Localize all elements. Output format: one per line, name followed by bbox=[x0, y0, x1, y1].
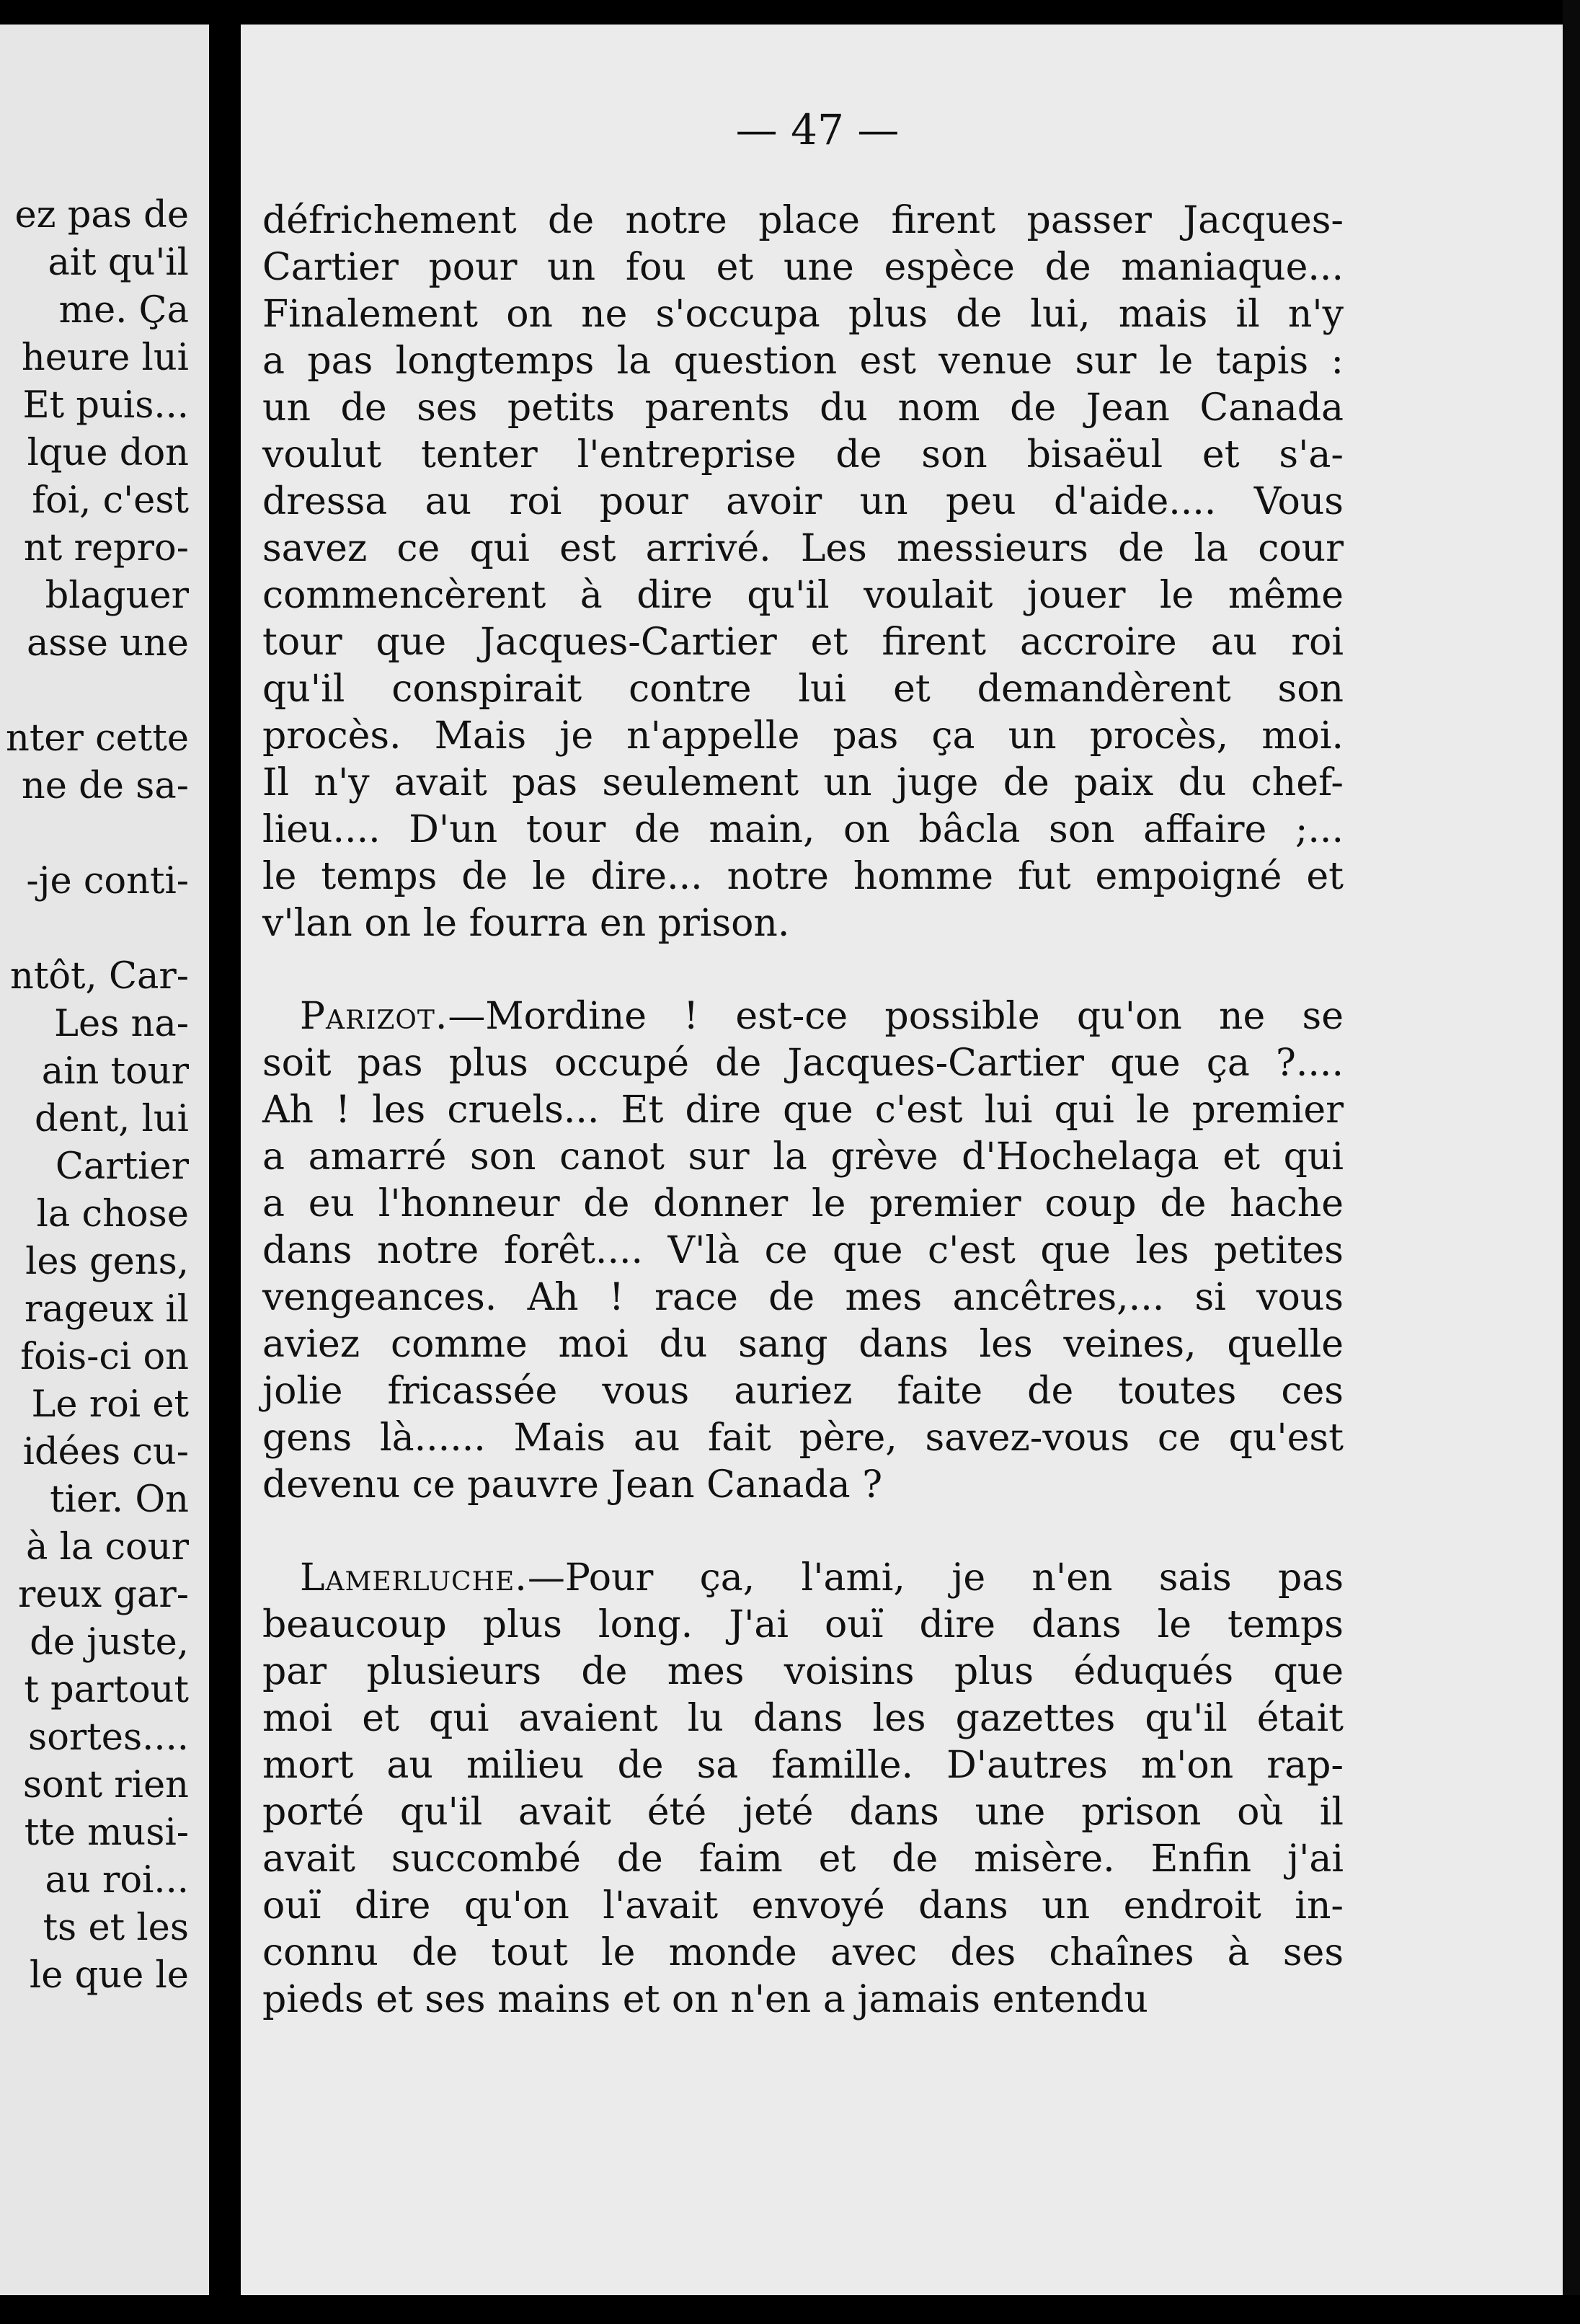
facing-page-line: lque don bbox=[27, 432, 189, 474]
facing-page-line: rageux il bbox=[24, 1288, 189, 1331]
text-line: pieds et ses mains et on n'en a jamais entendu bbox=[262, 1978, 1148, 2021]
facing-page-line: Et puis... bbox=[22, 384, 189, 427]
text-line: beaucoup plus long. J'ai ouï dire dans le temps bbox=[262, 1603, 1344, 1646]
facing-page-line: me. Ça bbox=[58, 289, 189, 332]
facing-page-line: reux gar- bbox=[17, 1574, 189, 1616]
page-body bbox=[262, 198, 1344, 2070]
facing-page-line: ain tour bbox=[41, 1050, 189, 1093]
text-line: tour que Jacques-Cartier et firent accroire au roi bbox=[262, 621, 1344, 664]
text-line: Ah ! les cruels... Et dire que c'est lui qui le premier bbox=[262, 1088, 1344, 1132]
facing-page-line: nter cette bbox=[5, 717, 189, 760]
facing-page-line: t partout bbox=[24, 1669, 189, 1711]
text-line: qu'il conspirait contre lui et demandèrent son bbox=[262, 668, 1344, 711]
text-line: lieu.... D'un tour de main, on bâcla son affaire ;... bbox=[262, 808, 1344, 851]
text-line: Il n'y avait pas seulement un juge de paix du chef- bbox=[262, 761, 1344, 804]
text-line: commencèrent à dire qu'il voulait jouer le même bbox=[262, 574, 1344, 617]
paragraph-narration bbox=[262, 198, 1344, 947]
facing-page-line: Le roi et bbox=[31, 1383, 189, 1426]
text-line: a amarré son canot sur la grève d'Hochelaga et qui bbox=[262, 1135, 1344, 1179]
facing-page-line: la chose bbox=[36, 1193, 189, 1236]
facing-page-line: les gens, bbox=[25, 1241, 189, 1283]
text-line: vengeances. Ah ! race de mes ancêtres,... si vous bbox=[262, 1276, 1344, 1319]
facing-page-line: au roi... bbox=[45, 1859, 189, 1902]
text-line: aviez comme moi du sang dans les veines, quelle bbox=[262, 1323, 1344, 1366]
facing-page-line: foi, c'est bbox=[32, 479, 189, 522]
facing-page-line: -je conti- bbox=[26, 860, 189, 902]
speaker-name: Parizot. bbox=[300, 995, 448, 1038]
text-line: dressa au roi pour avoir un peu d'aide.... Vous bbox=[262, 480, 1344, 523]
page-number: — 47 — bbox=[735, 105, 900, 154]
facing-page-line: nt repro- bbox=[23, 527, 189, 569]
text-line: mort au milieu de sa famille. D'autres m'on rap- bbox=[262, 1744, 1344, 1787]
text-line: le temps de le dire... notre homme fut empoigné et bbox=[262, 855, 1344, 898]
text-line: connu de tout le monde avec des chaînes à ses bbox=[262, 1931, 1344, 1974]
text-line: v'lan on le fourra en prison. bbox=[262, 902, 790, 945]
text-line: savez ce qui est arrivé. Les messieurs de la cour bbox=[262, 527, 1344, 570]
line-text: —Pour ça, l'ami, je n'en sais pas bbox=[527, 1556, 1344, 1600]
text-line: soit pas plus occupé de Jacques-Cartier que ça ?.... bbox=[262, 1042, 1344, 1085]
text-line: a eu l'honneur de donner le premier coup de hache bbox=[262, 1182, 1344, 1225]
text-line: Cartier pour un fou et une espèce de maniaque... bbox=[262, 246, 1344, 289]
facing-page-line: ts et les bbox=[43, 1907, 189, 1949]
facing-page-line: à la cour bbox=[25, 1526, 189, 1569]
text-line: Finalement on ne s'occupa plus de lui, mais il n'y bbox=[262, 293, 1344, 336]
paragraph-lamerluche bbox=[262, 1555, 1344, 2023]
facing-page-line: Les na- bbox=[54, 1003, 189, 1045]
speaker-name: Lamerluche. bbox=[300, 1556, 528, 1600]
facing-page-line: ez pas de bbox=[14, 194, 189, 236]
text-line bbox=[262, 993, 1344, 1040]
facing-page-line: de juste, bbox=[30, 1621, 189, 1664]
paragraph-parizot bbox=[262, 993, 1344, 1509]
facing-page-line: sont rien bbox=[22, 1764, 189, 1806]
facing-page-line: ntôt, Car- bbox=[9, 955, 189, 998]
text-line: devenu ce pauvre Jean Canada ? bbox=[262, 1463, 883, 1507]
text-line: voulut tenter l'entreprise de son bisaëul et s'a- bbox=[262, 433, 1344, 476]
text-line: a pas longtemps la question est venue sur le tapis : bbox=[262, 340, 1344, 383]
facing-page-line: Cartier bbox=[55, 1145, 189, 1188]
book-gutter bbox=[209, 0, 241, 2324]
facing-page-line: idées cu- bbox=[22, 1431, 189, 1473]
facing-page-line: fois-ci on bbox=[20, 1336, 189, 1378]
scan-border-right bbox=[1563, 0, 1580, 2324]
text-line: moi et qui avaient lu dans les gazettes qu'il était bbox=[262, 1697, 1344, 1740]
line-text: —Mordine ! est-ce possible qu'on ne se bbox=[448, 995, 1344, 1038]
facing-page-line: blaguer bbox=[45, 575, 189, 617]
scan-border-bottom bbox=[0, 2295, 1580, 2324]
text-line: défrichement de notre place firent passer Jacques- bbox=[262, 199, 1344, 242]
text-line: jolie fricassée vous auriez faite de toutes ces bbox=[262, 1370, 1344, 1413]
facing-page-line: heure lui bbox=[21, 337, 189, 379]
text-line: ouï dire qu'on l'avait envoyé dans un endroit in- bbox=[262, 1884, 1344, 1928]
facing-page-line: sortes.... bbox=[28, 1716, 189, 1759]
book-page bbox=[241, 25, 1563, 2295]
text-line: gens là...... Mais au fait père, savez-vous ce qu'est bbox=[262, 1416, 1344, 1460]
facing-page-line: ne de sa- bbox=[21, 765, 189, 807]
facing-page-line: le que le bbox=[29, 1954, 189, 1997]
text-line: par plusieurs de mes voisins plus éduqués que bbox=[262, 1650, 1344, 1693]
text-line: porté qu'il avait été jeté dans une prison où il bbox=[262, 1791, 1344, 1834]
facing-page-fragment bbox=[0, 25, 209, 2295]
text-line: avait succombé de faim et de misère. Enfin j'ai bbox=[262, 1837, 1344, 1881]
facing-page-line: tte musi- bbox=[24, 1811, 189, 1854]
text-line: procès. Mais je n'appelle pas ça un procès, moi. bbox=[262, 714, 1344, 758]
facing-page-line: asse une bbox=[26, 622, 189, 665]
text-line: un de ses petits parents du nom de Jean Canada bbox=[262, 386, 1344, 430]
facing-page-line: ait qu'il bbox=[48, 241, 189, 284]
text-line: dans notre forêt.... V'là ce que c'est que les petites bbox=[262, 1229, 1344, 1272]
facing-page-line: tier. On bbox=[50, 1478, 189, 1521]
facing-page-line: dent, lui bbox=[34, 1098, 189, 1140]
text-line bbox=[262, 1555, 1344, 1602]
